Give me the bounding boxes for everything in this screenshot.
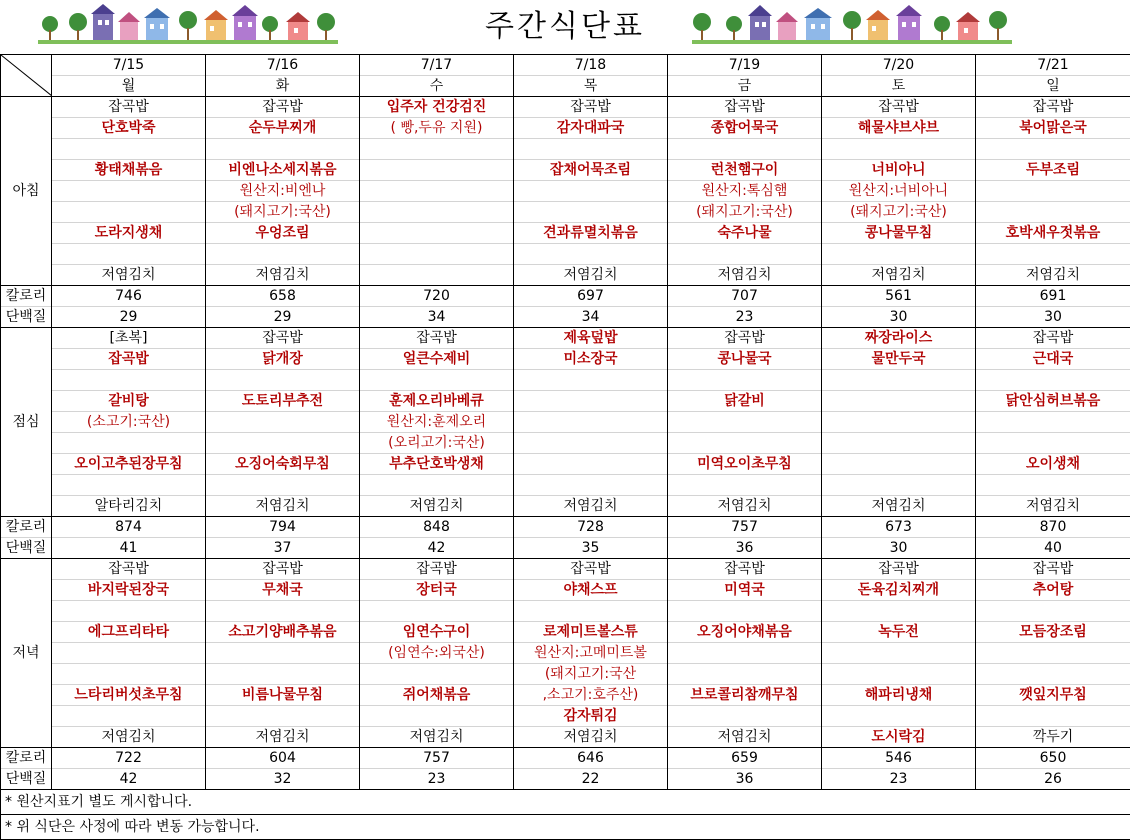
calorie-value: 658 [206,286,360,307]
protein-value: 29 [206,307,360,328]
calorie-value: 546 [822,748,976,769]
empty-cell [822,601,976,622]
menu-item: 미역오이초무침 [668,454,822,475]
empty-cell [668,475,822,496]
empty-cell [822,391,976,412]
empty-cell [822,643,976,664]
day-weekday: 수 [360,76,514,97]
menu-item: 야채스프 [514,580,668,601]
empty-cell [360,244,514,265]
footer-note: * 위 식단은 사정에 따라 변동 가능합니다. [1,815,1130,840]
day-date: 7/20 [822,55,976,76]
menu-item: 견과류멸치볶음 [514,223,668,244]
menu-item: 잡곡밥 [52,559,206,580]
empty-cell [360,202,514,223]
menu-item: ,소고기:호주산) [514,685,668,706]
menu-item: 잡곡밥 [976,559,1130,580]
menu-row [1,664,1130,685]
menu-item: 짜장라이스 [822,328,976,349]
protein-value: 36 [668,538,822,559]
menu-item: 제육덮밥 [514,328,668,349]
protein-value: 23 [360,769,514,790]
menu-item: 바지락된장국 [52,580,206,601]
menu-item: 잡곡밥 [976,97,1130,118]
empty-cell [822,433,976,454]
page-title: 주간식단표 [0,2,1130,52]
calorie-value: 874 [52,517,206,538]
menu-item: 저염김치 [822,496,976,517]
meal-label: 점심 [1,328,52,517]
menu-item: 원산지:너비아니 [822,181,976,202]
menu-row [1,202,1130,223]
calorie-row [1,286,1130,307]
empty-cell [668,706,822,727]
day-date: 7/18 [514,55,668,76]
protein-label: 단백질 [1,538,52,559]
day-weekday: 금 [668,76,822,97]
calorie-value: 757 [668,517,822,538]
menu-item: 오징어야채볶음 [668,622,822,643]
menu-item: 브로콜리참깨무침 [668,685,822,706]
menu-item: 콩나물무침 [822,223,976,244]
day-weekday: 화 [206,76,360,97]
empty-cell [976,244,1130,265]
menu-item: 해파리냉채 [822,685,976,706]
empty-cell [206,643,360,664]
menu-item: 깻잎지무침 [976,685,1130,706]
empty-cell [822,706,976,727]
empty-cell [52,433,206,454]
menu-item: 알타리김치 [52,496,206,517]
empty-cell [514,181,668,202]
menu-row [1,601,1130,622]
menu-row [1,622,1130,643]
menu-item: 종합어묵국 [668,118,822,139]
menu-item: 잡곡밥 [668,328,822,349]
menu-item: 에그프리타타 [52,622,206,643]
menu-item: 잡채어묵조림 [514,160,668,181]
menu-item: 잡곡밥 [206,97,360,118]
menu-item: 저염김치 [360,496,514,517]
menu-row [1,160,1130,181]
menu-item: 잡곡밥 [52,97,206,118]
menu-item: 런천햄구이 [668,160,822,181]
menu-item: 원산지:톡심햄 [668,181,822,202]
calorie-value: 707 [668,286,822,307]
empty-cell [976,601,1130,622]
meal-label: 아침 [1,97,52,286]
protein-value: 42 [360,538,514,559]
menu-item: 저염김치 [206,727,360,748]
menu-item: 오이고추된장무침 [52,454,206,475]
menu-item: 녹두전 [822,622,976,643]
menu-item: 저염김치 [514,496,668,517]
empty-cell [668,643,822,664]
protein-label: 단백질 [1,307,52,328]
empty-cell [668,412,822,433]
menu-item: 미소장국 [514,349,668,370]
empty-cell [822,475,976,496]
menu-item: (돼지고기:국산 [514,664,668,685]
menu-item: (돼지고기:국산) [668,202,822,223]
menu-row [1,118,1130,139]
empty-cell [976,433,1130,454]
calorie-value: 848 [360,517,514,538]
menu-item: 소고기양배추볶음 [206,622,360,643]
menu-item: 잡곡밥 [206,328,360,349]
protein-value: 26 [976,769,1130,790]
menu-item: (돼지고기:국산) [206,202,360,223]
menu-item: 장터국 [360,580,514,601]
menu-item: 단호박죽 [52,118,206,139]
protein-value: 34 [514,307,668,328]
empty-cell [52,139,206,160]
empty-cell [822,454,976,475]
menu-row [1,328,1130,349]
menu-item: 두부조림 [976,160,1130,181]
empty-cell [514,370,668,391]
menu-item: 갈비탕 [52,391,206,412]
menu-item: 잡곡밥 [976,328,1130,349]
empty-cell [52,601,206,622]
menu-item: 원산지:고메미트볼 [514,643,668,664]
menu-item: 저염김치 [206,496,360,517]
protein-value: 23 [668,307,822,328]
menu-item: [초복] [52,328,206,349]
footer-note: * 원산지표기 별도 게시합니다. [1,790,1130,815]
menu-row [1,706,1130,727]
calorie-value: 870 [976,517,1130,538]
menu-item: 저염김치 [822,265,976,286]
calorie-value: 561 [822,286,976,307]
calorie-value: 604 [206,748,360,769]
menu-item: 비름나물무침 [206,685,360,706]
empty-cell [360,664,514,685]
menu-item: 잡곡밥 [668,97,822,118]
empty-cell [514,475,668,496]
empty-cell [514,412,668,433]
day-weekday: 일 [976,76,1130,97]
empty-cell [206,601,360,622]
menu-row [1,244,1130,265]
menu-item: 오이생채 [976,454,1130,475]
menu-item: 근대국 [976,349,1130,370]
calorie-value: 691 [976,286,1130,307]
menu-row [1,181,1130,202]
menu-item: 훈제오리바베큐 [360,391,514,412]
footer-note-row [1,815,1130,840]
menu-row [1,370,1130,391]
calorie-value: 722 [52,748,206,769]
menu-item: 해물샤브샤브 [822,118,976,139]
empty-cell [360,706,514,727]
empty-cell [206,244,360,265]
menu-item: ( 빵,두유 지원) [360,118,514,139]
menu-item: 우엉조림 [206,223,360,244]
empty-cell [360,475,514,496]
menu-item: 도토리부추전 [206,391,360,412]
empty-cell [52,370,206,391]
calorie-label: 칼로리 [1,748,52,769]
menu-item: 물만두국 [822,349,976,370]
menu-item: 잡곡밥 [822,97,976,118]
empty-cell [976,643,1130,664]
menu-item: 깍두기 [976,727,1130,748]
menu-item: 호박새우젓볶음 [976,223,1130,244]
empty-cell [976,706,1130,727]
menu-item: 잡곡밥 [360,559,514,580]
protein-row [1,769,1130,790]
protein-value: 36 [668,769,822,790]
menu-item: 북어맑은국 [976,118,1130,139]
empty-cell [822,244,976,265]
day-date: 7/21 [976,55,1130,76]
day-date: 7/15 [52,55,206,76]
menu-item: 잡곡밥 [360,328,514,349]
menu-item: (오리고기:국산) [360,433,514,454]
menu-item: 감자대파국 [514,118,668,139]
menu-item: 추어탕 [976,580,1130,601]
menu-item: 잡곡밥 [514,559,668,580]
empty-cell [822,664,976,685]
protein-value: 34 [360,307,514,328]
menu-row [1,412,1130,433]
menu-row [1,97,1130,118]
menu-row [1,223,1130,244]
menu-item: 저염김치 [668,727,822,748]
header-date-row [1,55,1130,76]
menu-item: 모듬장조림 [976,622,1130,643]
menu-item: (돼지고기:국산) [822,202,976,223]
empty-cell [52,643,206,664]
menu-item: 얼큰수제비 [360,349,514,370]
empty-cell [976,181,1130,202]
menu-item: 돈육김치찌개 [822,580,976,601]
menu-item: 잡곡밥 [206,559,360,580]
menu-row [1,559,1130,580]
empty-cell [514,139,668,160]
empty-cell [976,475,1130,496]
menu-item: 잡곡밥 [514,97,668,118]
empty-cell [206,475,360,496]
protein-value: 37 [206,538,360,559]
empty-cell [668,664,822,685]
day-weekday: 토 [822,76,976,97]
day-weekday: 목 [514,76,668,97]
menu-item: 저염김치 [52,265,206,286]
menu-row [1,496,1130,517]
calorie-value: 728 [514,517,668,538]
empty-cell [976,664,1130,685]
calorie-label: 칼로리 [1,517,52,538]
empty-cell [514,244,668,265]
menu-item: 순두부찌개 [206,118,360,139]
empty-cell [514,433,668,454]
empty-cell [976,412,1130,433]
day-weekday: 월 [52,76,206,97]
empty-cell [976,202,1130,223]
protein-label: 단백질 [1,769,52,790]
menu-row [1,454,1130,475]
protein-value: 29 [52,307,206,328]
menu-item: 원산지:훈제오리 [360,412,514,433]
menu-item: 원산지:비엔나 [206,181,360,202]
menu-item: 저염김치 [976,265,1130,286]
menu-item: 황태채볶음 [52,160,206,181]
empty-cell [514,391,668,412]
menu-row [1,139,1130,160]
empty-cell [206,139,360,160]
protein-value: 40 [976,538,1130,559]
empty-cell [514,454,668,475]
menu-item: 콩나물국 [668,349,822,370]
calorie-value: 794 [206,517,360,538]
protein-row [1,307,1130,328]
protein-value: 22 [514,769,668,790]
menu-row [1,475,1130,496]
empty-cell [822,412,976,433]
empty-cell [668,601,822,622]
empty-cell [206,412,360,433]
calorie-value: 659 [668,748,822,769]
empty-cell [206,433,360,454]
menu-item: 저염김치 [514,265,668,286]
menu-item: 닭갈비 [668,391,822,412]
menu-item: 저염김치 [668,265,822,286]
corner-diagonal [1,55,52,97]
menu-item: 비엔나소세지볶음 [206,160,360,181]
menu-item: (임연수:외국산) [360,643,514,664]
menu-item: 도시락김 [822,727,976,748]
empty-cell [976,139,1130,160]
menu-item: 로제미트볼스튜 [514,622,668,643]
menu-row [1,265,1130,286]
empty-cell [976,370,1130,391]
calorie-value: 720 [360,286,514,307]
menu-item: 닭개장 [206,349,360,370]
menu-item: 저염김치 [976,496,1130,517]
empty-cell [668,244,822,265]
menu-row [1,685,1130,706]
protein-value: 41 [52,538,206,559]
calorie-value: 757 [360,748,514,769]
menu-item: 너비아니 [822,160,976,181]
empty-cell [52,244,206,265]
menu-item: 숙주나물 [668,223,822,244]
protein-value: 35 [514,538,668,559]
menu-item: 닭안심허브볶음 [976,391,1130,412]
empty-cell [360,160,514,181]
menu-item: 잡곡밥 [822,559,976,580]
weekly-menu-table [0,54,1130,840]
empty-cell [206,664,360,685]
menu-item: 쥐어채볶음 [360,685,514,706]
menu-item: 저염김치 [514,727,668,748]
calorie-row [1,748,1130,769]
empty-cell [52,202,206,223]
empty-cell [360,181,514,202]
calorie-label: 칼로리 [1,286,52,307]
menu-item: 저염김치 [206,265,360,286]
meal-label: 저녁 [1,559,52,748]
protein-value: 42 [52,769,206,790]
empty-cell [360,601,514,622]
menu-row [1,727,1130,748]
menu-item: (소고기:국산) [52,412,206,433]
menu-item: 오징어숙회무침 [206,454,360,475]
empty-cell [52,706,206,727]
calorie-value: 650 [976,748,1130,769]
menu-item: 잡곡밥 [668,559,822,580]
menu-row [1,643,1130,664]
calorie-row [1,517,1130,538]
day-date: 7/17 [360,55,514,76]
empty-cell [514,601,668,622]
empty-cell [822,139,976,160]
menu-item: 저염김치 [668,496,822,517]
empty-cell [514,202,668,223]
empty-cell [668,433,822,454]
empty-cell [52,475,206,496]
empty-cell [360,139,514,160]
empty-cell [360,265,514,286]
empty-cell [206,370,360,391]
menu-row [1,433,1130,454]
menu-item: 입주자 건강검진 [360,97,514,118]
menu-item: 감자튀김 [514,706,668,727]
calorie-value: 697 [514,286,668,307]
protein-value: 32 [206,769,360,790]
calorie-value: 746 [52,286,206,307]
protein-value: 30 [822,307,976,328]
menu-item: 느타리버섯초무침 [52,685,206,706]
protein-row [1,538,1130,559]
day-date: 7/19 [668,55,822,76]
menu-row [1,349,1130,370]
menu-item: 잡곡밥 [52,349,206,370]
empty-cell [822,370,976,391]
empty-cell [360,223,514,244]
menu-item: 도라지생채 [52,223,206,244]
day-date: 7/16 [206,55,360,76]
header-weekday-row [1,76,1130,97]
calorie-value: 673 [822,517,976,538]
menu-row [1,580,1130,601]
calorie-value: 646 [514,748,668,769]
empty-cell [206,706,360,727]
menu-item: 저염김치 [52,727,206,748]
protein-value: 30 [976,307,1130,328]
empty-cell [360,370,514,391]
footer-note-row [1,790,1130,815]
menu-item: 미역국 [668,580,822,601]
menu-item: 임연수구이 [360,622,514,643]
empty-cell [668,139,822,160]
menu-item: 저염김치 [360,727,514,748]
empty-cell [668,370,822,391]
menu-row [1,391,1130,412]
protein-value: 30 [822,538,976,559]
menu-item: 무채국 [206,580,360,601]
menu-item: 부추단호박생채 [360,454,514,475]
protein-value: 23 [822,769,976,790]
empty-cell [52,181,206,202]
empty-cell [52,664,206,685]
